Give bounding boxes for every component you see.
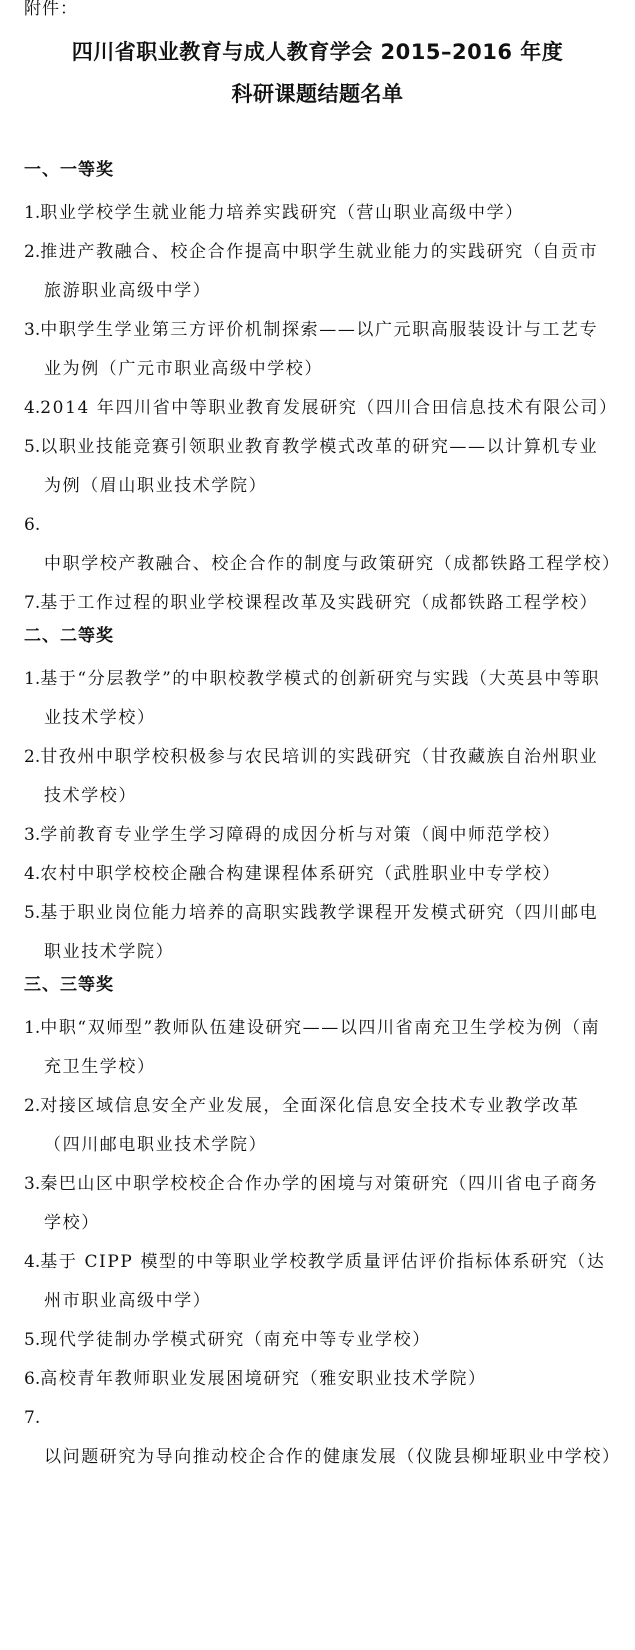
item-text: 以问题研究为导向推动校企合作的健康发展（仪陇县柳垭职业中学校） — [44, 1447, 621, 1467]
attachment-label: 附件： — [24, 0, 78, 19]
list-item — [24, 1399, 621, 1477]
item-text: 中职学生学业第三方评价机制探索——以广元职高服装设计与工艺专业为例（广元市职业高级中学校） — [40, 320, 599, 379]
section-third-prize — [24, 972, 621, 1477]
list-item — [24, 194, 614, 233]
item-number: 5. — [24, 437, 41, 457]
item-text: 中职学校产教融合、校企合作的制度与政策研究（成都铁路工程学校） — [44, 554, 621, 574]
section-second-prize — [24, 623, 614, 972]
item-text: 基于 CIPP 模型的中等职业学校教学质量评估评价指标体系研究（达州市职业高级中学） — [40, 1252, 606, 1311]
item-number: 6. — [24, 515, 41, 535]
list-item — [24, 660, 614, 738]
item-number: 7. — [24, 593, 41, 613]
item-text: 2014 年四川省中等职业教育发展研究（四川合田信息技术有限公司） — [40, 398, 618, 418]
item-text: 基于“分层教学”的中职校教学模式的创新研究与实践（大英县中等职业技术学校） — [40, 669, 601, 728]
item-text: 高校青年教师职业发展困境研究（雅安职业技术学院） — [40, 1369, 487, 1389]
section-heading: 一、一等奖 — [24, 160, 114, 180]
item-number: 3. — [24, 1174, 41, 1194]
item-number: 5. — [24, 1330, 41, 1350]
item-number: 1. — [24, 1018, 41, 1038]
list-item — [24, 894, 614, 972]
item-text: 基于工作过程的职业学校课程改革及实践研究（成都铁路工程学校） — [40, 593, 599, 613]
item-text: 农村中职学校校企融合构建课程体系研究（武胜职业中专学校） — [40, 864, 562, 884]
item-number: 2. — [24, 242, 41, 262]
list-item — [24, 1243, 614, 1321]
item-text: 现代学徒制办学模式研究（南充中等专业学校） — [40, 1330, 431, 1350]
list-item — [24, 311, 614, 389]
list-item — [24, 389, 618, 428]
item-number: 2. — [24, 747, 41, 767]
list-item — [24, 1360, 614, 1399]
item-number: 2. — [24, 1096, 41, 1116]
item-text: 职业学校学生就业能力培养实践研究（营山职业高级中学） — [40, 203, 524, 223]
list-item — [24, 855, 614, 894]
item-number: 6. — [24, 1369, 41, 1389]
list-item — [24, 1009, 614, 1087]
section-heading: 三、三等奖 — [24, 975, 114, 995]
item-number: 4. — [24, 1252, 41, 1272]
document-title-line-2: 科研课题结题名单 — [231, 82, 404, 106]
item-text: 秦巴山区中职学校校企合作办学的困境与对策研究（四川省电子商务学校） — [40, 1174, 599, 1233]
item-text: 基于职业岗位能力培养的高职实践教学课程开发模式研究（四川邮电职业技术学院） — [40, 903, 599, 962]
list-item — [24, 506, 621, 584]
item-number: 7. — [24, 1408, 41, 1428]
list-item — [24, 584, 614, 623]
item-text: 甘孜州中职学校积极参与农民培训的实践研究（甘孜藏族自治州职业技术学校） — [40, 747, 599, 806]
list-item — [24, 738, 614, 816]
item-number: 4. — [24, 864, 41, 884]
item-text: 以职业技能竞赛引领职业教育教学模式改革的研究——以计算机专业为例（眉山职业技术学院） — [40, 437, 599, 496]
list-item — [24, 1321, 614, 1360]
list-item — [24, 428, 614, 506]
list-item — [24, 1165, 614, 1243]
list-item — [24, 1087, 614, 1165]
item-number: 1. — [24, 203, 41, 223]
item-text: 学前教育专业学生学习障碍的成因分析与对策（阆中师范学校） — [40, 825, 562, 845]
award-list — [24, 157, 621, 1477]
item-text: 对接区域信息安全产业发展，全面深化信息安全技术专业教学改革（四川邮电职业技术学院） — [40, 1096, 580, 1155]
item-number: 1. — [24, 669, 41, 689]
item-text: 中职“双师型”教师队伍建设研究——以四川省南充卫生学校为例（南充卫生学校） — [40, 1018, 601, 1077]
item-number: 3. — [24, 825, 41, 845]
list-item — [24, 233, 614, 311]
section-heading: 二、二等奖 — [24, 626, 114, 646]
list-item — [24, 816, 614, 855]
section-first-prize — [24, 157, 621, 623]
item-text: 推进产教融合、校企合作提高中职学生就业能力的实践研究（自贡市旅游职业高级中学） — [40, 242, 599, 301]
item-number: 4. — [24, 398, 41, 418]
document-title-line-1: 四川省职业教育与成人教育学会 2015–2016 年度 — [71, 40, 564, 64]
item-number: 3. — [24, 320, 41, 340]
item-number: 5. — [24, 903, 41, 923]
